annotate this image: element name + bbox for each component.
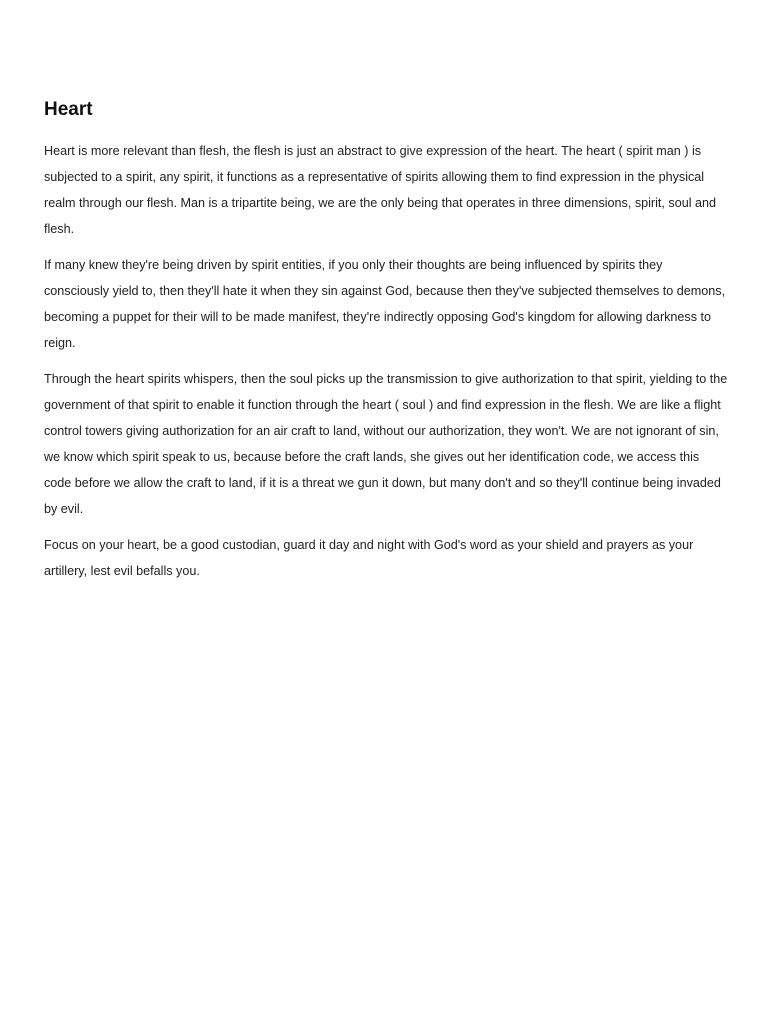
article-paragraph-4: Focus on your heart, be a good custodian, guard it day and night with God's word as your shield and prayers as your artillery, lest evil befalls you.	[44, 538, 694, 578]
article-paragraph-3: Through the heart spirits whispers, then the soul picks up the transmission to give authorization to that spirit, yielding to the government of that spirit to enable it function through the heart ( soul ) and find expression in the flesh. We are like a flight control towers giving authorization for an air craft to land, without our authorization, they won't. We are not ignorant of sin, we know which spirit speak to us, because before the craft lands, she gives out her identification code, we access this code before we allow the craft to land, if it is a threat we gun it down, but many don't and so they'll continue being invaded by evil.	[44, 372, 728, 516]
article-paragraph-1: Heart is more relevant than flesh, the flesh is just an abstract to give expression of the heart. The heart ( spirit man ) is subjected to a spirit, any spirit, it functions as a representative of spirits allowing them to find expression in the physical realm through our flesh. Man is a tripartite being, we are the only being that operates in three dimensions, spirit, soul and flesh.	[44, 144, 717, 236]
article	[44, 96, 728, 594]
article-title: Heart	[44, 99, 93, 120]
article-paragraph-2: If many knew they're being driven by spirit entities, if you only their thoughts are being influenced by spirits they consciously yield to, then they'll hate it when they sin against God, because then they've subjected themselves to demons, becoming a puppet for their will to be made manifest, they're indirectly opposing God's kingdom for allowing darkness to reign.	[44, 258, 726, 350]
